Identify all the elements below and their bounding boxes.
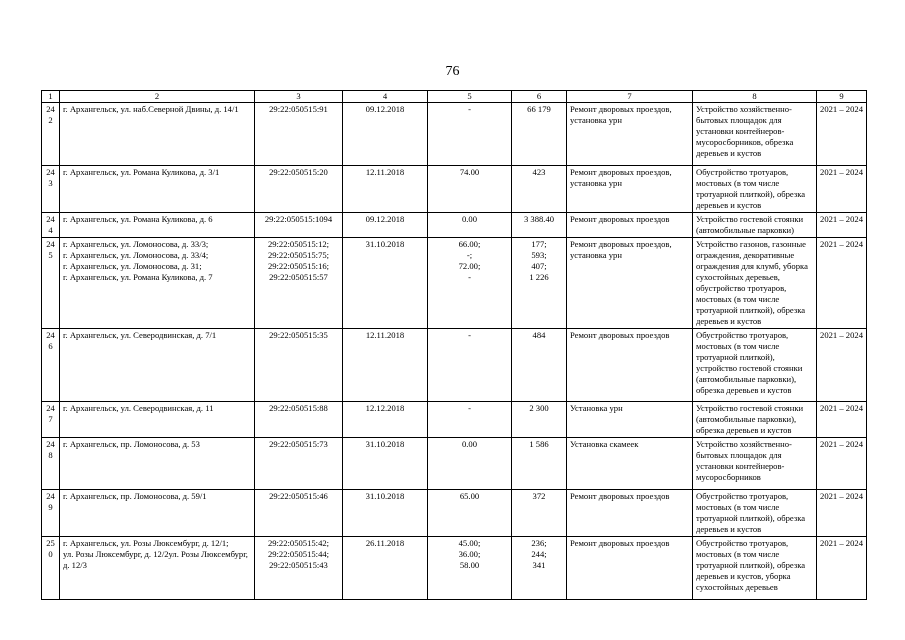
cell-area bbox=[428, 402, 512, 438]
cell-address bbox=[60, 166, 255, 213]
cell-period: 2021 – 2024 bbox=[817, 490, 867, 537]
cell-work-type: Ремонт дворовых проездов bbox=[567, 490, 693, 537]
cell-address-line: г. Архангельск, ул. Ломоносова, д. 33/4; bbox=[63, 250, 209, 260]
cell-cadastral-number-line: 29:22:050515:1094 bbox=[264, 214, 333, 224]
cell-work-type: Установка скамеек bbox=[567, 438, 693, 490]
cell-row-number: 247 bbox=[42, 402, 60, 438]
cell-address-line: г. Архангельск, ул. Ломоносова, д. 31; bbox=[63, 261, 202, 271]
cell-date bbox=[343, 238, 428, 329]
column-header: 8 bbox=[693, 91, 817, 103]
cell-address-line: г. Архангельск, ул. Розы Люксембург, д. 12/1; bbox=[63, 538, 229, 548]
cell-address bbox=[60, 329, 255, 402]
cell-date bbox=[343, 166, 428, 213]
table-row bbox=[42, 438, 867, 490]
column-header: 7 bbox=[567, 91, 693, 103]
cell-improvement: Устройство гостевой стоянки (автомобильные парковки), обрезка деревьев и кустов bbox=[693, 402, 817, 438]
cell-cost-line: 341 bbox=[532, 560, 546, 570]
cell-cadastral-number bbox=[255, 103, 343, 166]
cell-date bbox=[343, 402, 428, 438]
cell-date-line: 31.10.2018 bbox=[365, 491, 405, 501]
cell-cost-line: 1 226 bbox=[529, 272, 549, 282]
cell-period: 2021 – 2024 bbox=[817, 329, 867, 402]
cell-cost bbox=[512, 238, 567, 329]
cell-area bbox=[428, 103, 512, 166]
cell-cadastral-number-line: 29:22:050515:91 bbox=[269, 104, 328, 114]
cell-area-line: 45.00; bbox=[458, 538, 481, 548]
cell-cadastral-number-line: 29:22:050515:75; bbox=[267, 250, 330, 260]
cell-cadastral-number-line: 29:22:050515:73 bbox=[269, 439, 328, 449]
cell-cost bbox=[512, 402, 567, 438]
cell-address bbox=[60, 537, 255, 600]
cell-cost-line: 593; bbox=[531, 250, 547, 260]
cell-cost-line: 244; bbox=[531, 549, 547, 559]
cell-cost-line: 1 586 bbox=[529, 439, 549, 449]
cell-area-line: 72.00; bbox=[458, 261, 481, 271]
cell-period: 2021 – 2024 bbox=[817, 438, 867, 490]
table-row bbox=[42, 402, 867, 438]
table-row bbox=[42, 103, 867, 166]
cell-area-line: 74.00 bbox=[459, 167, 480, 177]
cell-improvement: Обустройство тротуаров, мостовых (в том числе тротуарной плиткой), обрезка деревьев и кустов, уборка сухостойных деревьев bbox=[693, 537, 817, 600]
cell-work-type: Ремонт дворовых проездов bbox=[567, 329, 693, 402]
cell-period: 2021 – 2024 bbox=[817, 103, 867, 166]
column-header: 3 bbox=[255, 91, 343, 103]
cell-cadastral-number bbox=[255, 402, 343, 438]
cell-work-type: Ремонт дворовых проездов bbox=[567, 213, 693, 238]
cell-cost bbox=[512, 438, 567, 490]
column-header: 6 bbox=[512, 91, 567, 103]
cell-cost-line: 177; bbox=[531, 239, 547, 249]
cell-cadastral-number bbox=[255, 438, 343, 490]
cell-cost-line: 423 bbox=[532, 167, 546, 177]
cell-period: 2021 – 2024 bbox=[817, 166, 867, 213]
cell-date bbox=[343, 537, 428, 600]
cell-address-line: г. Архангельск, ул. Романа Куликова, д. 3/1 bbox=[63, 167, 220, 177]
cell-date-line: 31.10.2018 bbox=[365, 239, 405, 249]
cell-area-line: - bbox=[468, 403, 471, 413]
cell-date-line: 12.11.2018 bbox=[365, 167, 405, 177]
cell-period: 2021 – 2024 bbox=[817, 213, 867, 238]
cell-date-line: 26.11.2018 bbox=[365, 538, 405, 548]
cell-period: 2021 – 2024 bbox=[817, 238, 867, 329]
cell-area-line: 58.00 bbox=[459, 560, 480, 570]
cell-work-type: Ремонт дворовых проездов, установка урн bbox=[567, 238, 693, 329]
cell-cadastral-number bbox=[255, 166, 343, 213]
cell-row-number: 249 bbox=[42, 490, 60, 537]
cell-address bbox=[60, 438, 255, 490]
cell-improvement: Устройство гостевой стоянки (автомобильные парковки) bbox=[693, 213, 817, 238]
cell-cost-line: 2 300 bbox=[529, 403, 549, 413]
column-header: 9 bbox=[817, 91, 867, 103]
cell-cadastral-number-line: 29:22:050515:46 bbox=[269, 491, 328, 501]
cell-cost bbox=[512, 213, 567, 238]
cell-area-line: 0.00 bbox=[461, 439, 478, 449]
cell-improvement: Обустройство тротуаров, мостовых (в том числе тротуарной плиткой), устройство гостевой стоянки (автомобильные парковки), обрезка деревьев и кустов bbox=[693, 329, 817, 402]
cell-cadastral-number-line: 29:22:050515:12; bbox=[267, 239, 330, 249]
cell-row-number: 244 bbox=[42, 213, 60, 238]
cell-improvement: Устройство хозяйственно-бытовых площадок для установки контейнеров-мусоросборников bbox=[693, 438, 817, 490]
cell-improvement: Устройство хозяйственно-бытовых площадок для установки контейнеров-мусоросборников, обрезка деревьев и кустов bbox=[693, 103, 817, 166]
cell-address bbox=[60, 238, 255, 329]
cell-area-line: 65.00 bbox=[459, 491, 480, 501]
table-row bbox=[42, 537, 867, 600]
cell-address bbox=[60, 490, 255, 537]
cell-cost-line: 484 bbox=[532, 330, 546, 340]
cell-area bbox=[428, 438, 512, 490]
table-row bbox=[42, 213, 867, 238]
cell-cost bbox=[512, 329, 567, 402]
cell-cadastral-number bbox=[255, 238, 343, 329]
cell-cost bbox=[512, 490, 567, 537]
page-number: 76 bbox=[445, 64, 460, 79]
cell-cadastral-number-line: 29:22:050515:16; bbox=[267, 261, 330, 271]
cell-area bbox=[428, 537, 512, 600]
cell-address-line: ул. Розы Люксембург, д. 12/2ул. Розы Люксембург, д. 12/3 bbox=[63, 549, 248, 570]
cell-date-line: 12.12.2018 bbox=[365, 403, 405, 413]
table-header-row bbox=[42, 91, 867, 103]
cell-cost-line: 372 bbox=[532, 491, 546, 501]
cell-cadastral-number-line: 29:22:050515:43 bbox=[269, 560, 328, 570]
cell-address-line: г. Архангельск, пр. Ломоносова, д. 59/1 bbox=[63, 491, 207, 501]
cell-cadastral-number bbox=[255, 213, 343, 238]
cell-cost-line: 236; bbox=[531, 538, 547, 548]
cell-area bbox=[428, 166, 512, 213]
cell-area-line: - bbox=[468, 104, 471, 114]
data-table bbox=[41, 90, 867, 600]
cell-improvement: Устройство газонов, газонные ограждения, декоративные ограждения для клумб, уборка сухостойных деревьев, обустройство тротуаров, мостовых (в том числе тротуарной плиткой), обрезка деревьев и кустов bbox=[693, 238, 817, 329]
cell-cost bbox=[512, 537, 567, 600]
cell-area bbox=[428, 213, 512, 238]
cell-address-line: г. Архангельск, ул. Северодвинская, д. 7/1 bbox=[63, 330, 217, 340]
table-row bbox=[42, 238, 867, 329]
cell-area-line: 36.00; bbox=[458, 549, 481, 559]
cell-area-line: 66.00; bbox=[458, 239, 481, 249]
cell-address bbox=[60, 402, 255, 438]
table-row bbox=[42, 490, 867, 537]
cell-cadastral-number bbox=[255, 490, 343, 537]
cell-address-line: г. Архангельск, ул. наб.Северной Двины, д. 14/1 bbox=[63, 104, 239, 114]
cell-period: 2021 – 2024 bbox=[817, 402, 867, 438]
cell-row-number: 245 bbox=[42, 238, 60, 329]
cell-address-line: г. Архангельск, ул. Ломоносова, д. 33/3; bbox=[63, 239, 209, 249]
cell-date-line: 09.12.2018 bbox=[365, 104, 405, 114]
cell-cadastral-number-line: 29:22:050515:20 bbox=[269, 167, 328, 177]
cell-row-number: 243 bbox=[42, 166, 60, 213]
cell-improvement: Обустройство тротуаров, мостовых (в том числе тротуарной плиткой), обрезка деревьев и кустов bbox=[693, 166, 817, 213]
cell-cadastral-number-line: 29:22:050515:44; bbox=[267, 549, 330, 559]
table-row bbox=[42, 329, 867, 402]
cell-address-line: г. Архангельск, ул. Северодвинская, д. 11 bbox=[63, 403, 214, 413]
cell-work-type: Ремонт дворовых проездов, установка урн bbox=[567, 103, 693, 166]
column-header: 2 bbox=[60, 91, 255, 103]
cell-period: 2021 – 2024 bbox=[817, 537, 867, 600]
cell-date bbox=[343, 490, 428, 537]
cell-improvement: Обустройство тротуаров, мостовых (в том числе тротуарной плиткой), обрезка деревьев и кустов bbox=[693, 490, 817, 537]
cell-row-number: 250 bbox=[42, 537, 60, 600]
cell-area bbox=[428, 238, 512, 329]
cell-date bbox=[343, 329, 428, 402]
cell-date bbox=[343, 438, 428, 490]
cell-cost bbox=[512, 103, 567, 166]
cell-address-line: г. Архангельск, ул. Романа Куликова, д. 7 bbox=[63, 272, 213, 282]
cell-area-line: - bbox=[468, 272, 471, 282]
cell-cost-line: 3 388.40 bbox=[523, 214, 555, 224]
cell-row-number: 246 bbox=[42, 329, 60, 402]
cell-work-type: Ремонт дворовых проездов bbox=[567, 537, 693, 600]
cell-row-number: 242 bbox=[42, 103, 60, 166]
cell-cost-line: 66 179 bbox=[527, 104, 551, 114]
cell-area-line: - bbox=[468, 330, 471, 340]
cell-date-line: 12.11.2018 bbox=[365, 330, 405, 340]
cell-address bbox=[60, 103, 255, 166]
cell-work-type: Установка урн bbox=[567, 402, 693, 438]
cell-area bbox=[428, 329, 512, 402]
cell-cadastral-number-line: 29:22:050515:88 bbox=[269, 403, 328, 413]
table-row bbox=[42, 166, 867, 213]
cell-cost bbox=[512, 166, 567, 213]
cell-row-number: 248 bbox=[42, 438, 60, 490]
cell-cadastral-number-line: 29:22:050515:42; bbox=[267, 538, 330, 548]
cell-area-line: 0.00 bbox=[461, 214, 478, 224]
column-header: 5 bbox=[428, 91, 512, 103]
cell-address-line: г. Архангельск, ул. Романа Куликова, д. 6 bbox=[63, 214, 213, 224]
column-header: 1 bbox=[42, 91, 60, 103]
cell-address-line: г. Архангельск, пр. Ломоносова, д. 53 bbox=[63, 439, 200, 449]
column-header: 4 bbox=[343, 91, 428, 103]
cell-cadastral-number-line: 29:22:050515:57 bbox=[269, 272, 328, 282]
cell-area bbox=[428, 490, 512, 537]
cell-date bbox=[343, 213, 428, 238]
cell-date-line: 31.10.2018 bbox=[365, 439, 405, 449]
cell-cadastral-number bbox=[255, 537, 343, 600]
cell-area-line: -; bbox=[466, 250, 473, 260]
cell-date-line: 09.12.2018 bbox=[365, 214, 405, 224]
cell-work-type: Ремонт дворовых проездов, установка урн bbox=[567, 166, 693, 213]
cell-cadastral-number-line: 29:22:050515:35 bbox=[269, 330, 328, 340]
cell-date bbox=[343, 103, 428, 166]
cell-cadastral-number bbox=[255, 329, 343, 402]
cell-address bbox=[60, 213, 255, 238]
cell-cost-line: 407; bbox=[531, 261, 547, 271]
